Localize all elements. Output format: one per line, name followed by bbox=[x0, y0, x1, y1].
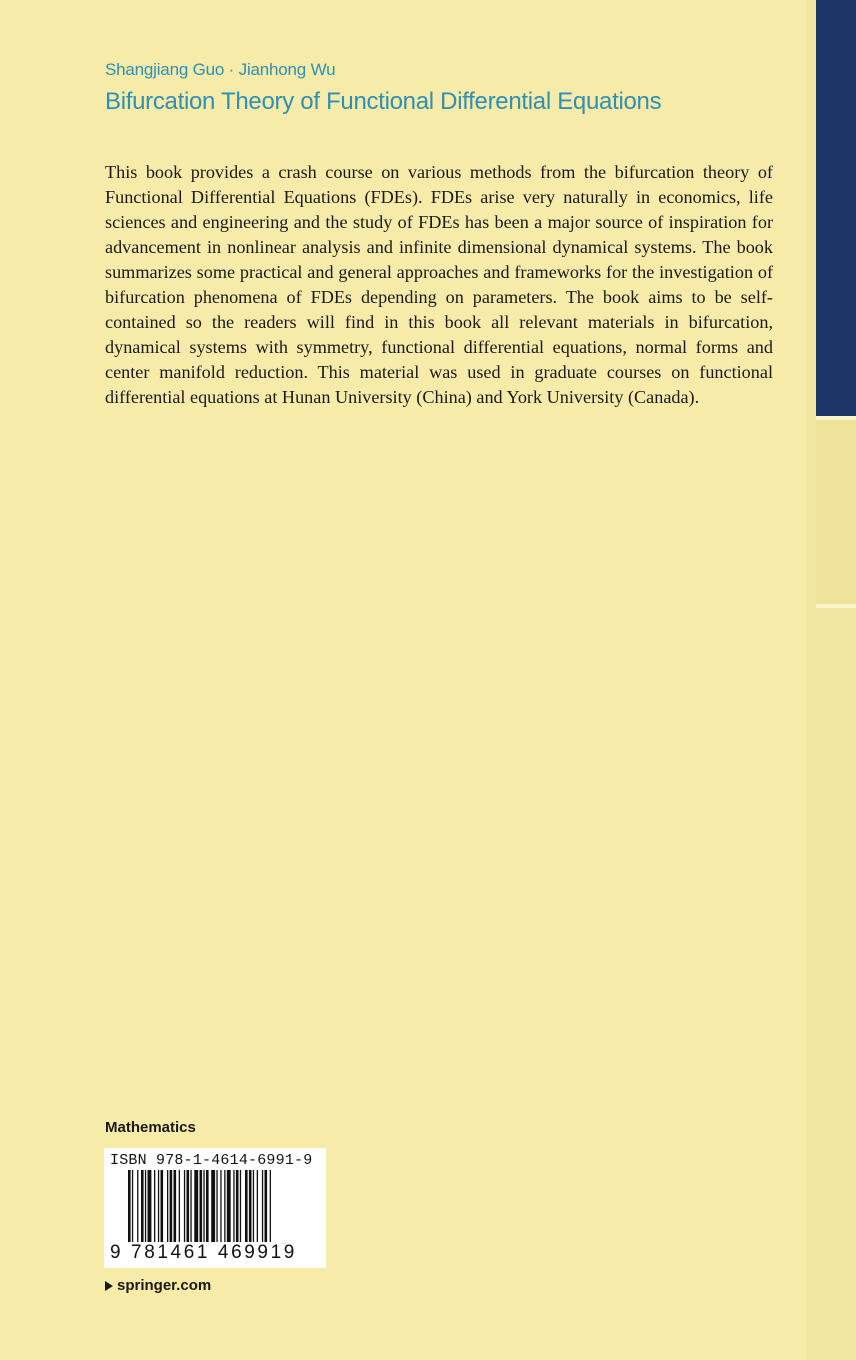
barcode-bar bbox=[245, 1170, 248, 1242]
barcode-bar bbox=[161, 1170, 164, 1242]
barcode-bar bbox=[167, 1170, 168, 1242]
barcode-bar bbox=[257, 1170, 258, 1242]
publisher-website[interactable] bbox=[105, 1277, 211, 1294]
barcode-bar bbox=[128, 1170, 131, 1242]
barcode-bar bbox=[158, 1170, 159, 1242]
barcode-bar bbox=[240, 1170, 241, 1242]
subject-category: Mathematics bbox=[105, 1119, 196, 1136]
barcode-bars bbox=[104, 1170, 326, 1242]
cover-edge bbox=[806, 0, 816, 1360]
website-label: springer.com bbox=[117, 1277, 212, 1294]
barcode-bar bbox=[253, 1170, 254, 1242]
barcode-bar bbox=[145, 1170, 146, 1242]
barcode-bar bbox=[224, 1170, 225, 1242]
spine-yellow-band bbox=[816, 420, 856, 604]
book-authors: Shangjiang Guo · Jianhong Wu bbox=[105, 60, 336, 79]
arrow-right-icon bbox=[105, 1281, 113, 1291]
barcode-bar bbox=[141, 1170, 144, 1242]
barcode-bar bbox=[200, 1170, 203, 1242]
barcode-bar bbox=[236, 1170, 239, 1242]
barcode-bar bbox=[211, 1170, 215, 1242]
barcode-bar bbox=[174, 1170, 177, 1242]
barcode-bar bbox=[220, 1170, 221, 1242]
spine-lower-band bbox=[816, 608, 856, 1360]
barcode-bar bbox=[187, 1170, 190, 1242]
barcode-bar bbox=[203, 1170, 204, 1242]
barcode-bar bbox=[249, 1170, 252, 1242]
barcode-bar bbox=[190, 1170, 191, 1242]
barcode-bar bbox=[170, 1170, 173, 1242]
barcode-bar bbox=[194, 1170, 198, 1242]
barcode-bar bbox=[270, 1170, 271, 1242]
barcode-bar bbox=[262, 1170, 263, 1242]
book-description: This book provides a crash course on various methods from the bifurcation theory of Functional Differential Equations (FDEs). FDEs arise very naturally in economics, life sciences and engineering and the study of FDEs has been a major source of inspiration for advancement in nonlinear analysis and infinite dimensional dynamical systems. The book summarizes some practical and general approaches and frameworks for the investigation of bifurcation phenomena of FDEs depending on parameters. The book aims to be self-contained so the readers will find in this book all relevant materials in bifurcation, dynamical systems with symmetry, functional differential equations, normal forms and center manifold reduction. This material was used in graduate courses on functional differential equations at Hunan University (China) and York University (Canada). bbox=[105, 162, 773, 407]
barcode-bar bbox=[179, 1170, 180, 1242]
isbn-number: ISBN 978-1-4614-6991-9 bbox=[110, 1152, 313, 1169]
book-title: Bifurcation Theory of Functional Differential Equations bbox=[105, 88, 662, 115]
barcode-bar bbox=[184, 1170, 185, 1242]
barcode-digits: 9 781461 469919 bbox=[110, 1242, 297, 1263]
barcode-bar bbox=[233, 1170, 234, 1242]
spine-navy-band bbox=[816, 0, 856, 416]
barcode-bar bbox=[148, 1170, 152, 1242]
barcode-bar bbox=[265, 1170, 268, 1242]
isbn-barcode bbox=[104, 1148, 326, 1268]
barcode-bar bbox=[154, 1170, 155, 1242]
barcode-bar bbox=[137, 1170, 138, 1242]
barcode-bar bbox=[227, 1170, 231, 1242]
barcode-bar bbox=[132, 1170, 133, 1242]
barcode-bar bbox=[216, 1170, 217, 1242]
barcode-bar bbox=[206, 1170, 209, 1242]
